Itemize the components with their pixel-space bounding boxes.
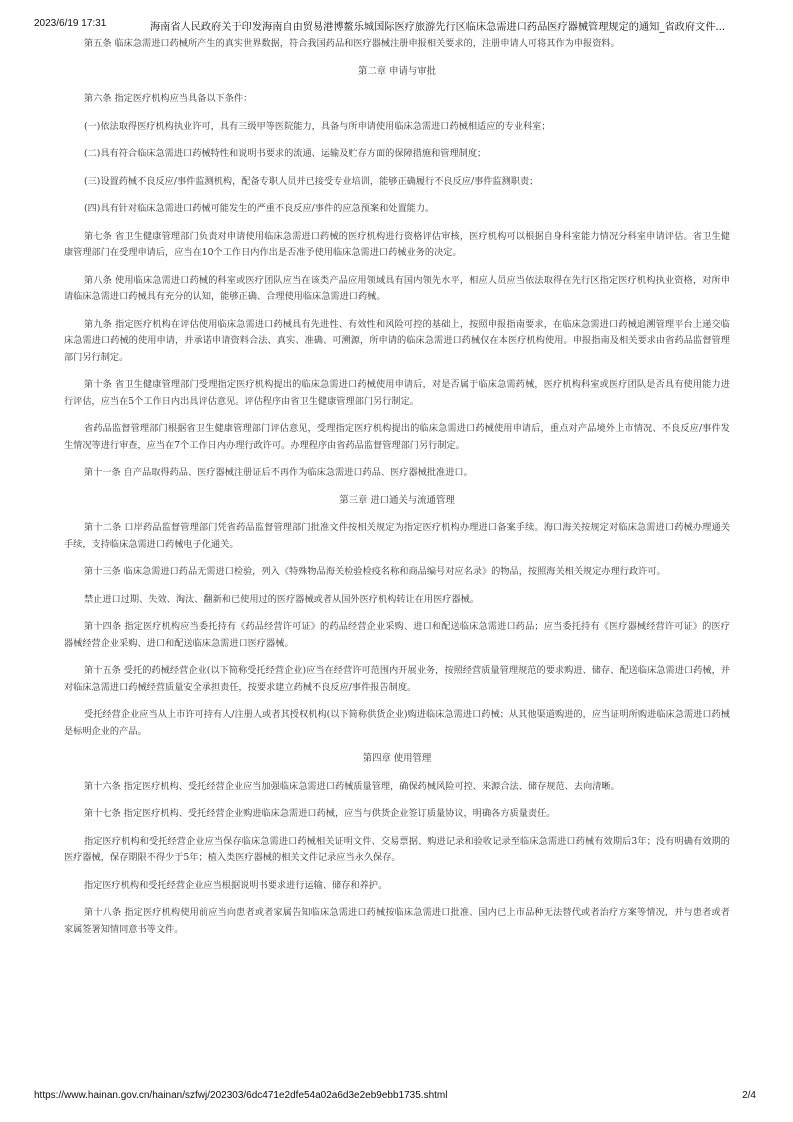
article-17: 第十七条 指定医疗机构、受托经营企业购进临床急需进口药械，应当与供货企业签订质量协议，明确各方质量责任。 (84, 808, 556, 819)
article-10-paragraph-2: 省药品监督管理部门根据省卫生健康管理部门评估意见，受理指定医疗机构提出的临床急需进口药械使用申请后，重点对产品境外上市情况、不良反应/事件发生情况等进行审查，应当在7个工作日内办理行政许可。办理程序由省药品监督管理部门另行制定。 (64, 423, 730, 451)
page-title: 海南省人民政府关于印发海南自由贸易港博鳌乐城国际医疗旅游先行区临床急需进口药品医疗器械管理规定的通知_省政府文件... (150, 22, 726, 33)
chapter-4-heading: 第四章 使用管理 (362, 753, 432, 764)
document-body (64, 36, 730, 1070)
article-13: 第十三条 临床急需进口药品无需进口检验，列入《特殊物品海关检验检疫名称和商品编号对应名录》的物品，按照海关相关规定办理行政许可。 (84, 566, 666, 577)
article-13-paragraph-2: 禁止进口过期、失效、淘汰、翻新和已使用过的医疗器械或者从国外医疗机构转让在用医疗器械。 (84, 593, 480, 605)
article-15: 第十五条 受托的药械经营企业(以下简称受托经营企业)应当在经营许可范围内开展业务，按照经营质量管理规范的要求购进、储存、配送临床急需进口药械，并对临床急需进口药械经营质量安全承担责任，按要求建立药械不良反应/事件报告制度。 (64, 665, 730, 693)
article-14: 第十四条 指定医疗机构应当委托持有《药品经营许可证》的药品经营企业采购、进口和配送临床急需进口药品；应当委托持有《医疗器械经营许可证》的医疗器械经营企业采购、进口和配送临床急需进口医疗器械。 (64, 621, 730, 649)
article-7: 第七条 省卫生健康管理部门负责对申请使用临床急需进口药械的医疗机构进行资格评估审核，医疗机构可以根据自身科室能力情况分科室申请评估。省卫生健康管理部门在受理申请后，应当在10个工作日内作出是否准予使用临床急需进口药械业务的决定。 (64, 230, 730, 258)
article-12: 第十二条 口岸药品监督管理部门凭省药品监督管理部门批准文件按相关规定为指定医疗机构办理进口备案手续。海口海关按规定对临床急需进口药械办理通关手续，支持临床急需进口药械电子化通关。 (64, 522, 730, 550)
article-18: 第十八条 指定医疗机构使用前应当向患者或者家属告知临床急需进口药械按临床急需进口批准、国内已上市品种无法替代或者治疗方案等情况，并与患者或者家属签署知情同意书等文件。 (64, 907, 730, 935)
article-17-paragraph-2: 指定医疗机构和受托经营企业应当保存临床急需进口药械相关证明文件、交易票据、购进记录和验收记录至临床急需进口药械有效期后3年；没有明确有效期的医疗器械，保存期限不得少于5年；植入类医疗器械的相关文件记录应当永久保存。 (64, 835, 730, 863)
article-11: 第十一条 自产品取得药品、医疗器械注册证后不再作为临床急需进口药品、医疗器械批准进口。 (84, 467, 473, 478)
article-6-item-3: (三)设置药械不良反应/事件监测机构，配备专职人员并已接受专业培训，能够正确履行不良反应/事件监测职责； (84, 175, 539, 187)
article-5: 第五条 临床急需进口药械所产生的真实世界数据，符合我国药品和医疗器械注册申报相关要求的，注册申请人可将其作为申报资料。 (84, 38, 620, 49)
page-url: https://www.hainan.gov.cn/hainan/szfwj/202303/6dc471e2dfe54a02a6d3e2eb9ebb1735.shtml (34, 1090, 448, 1101)
article-6-item-2: (二)具有符合临床急需进口药械特性和说明书要求的流通、运输及贮存方面的保障措施和管理制度； (84, 148, 487, 159)
print-header (0, 0, 793, 36)
article-17-paragraph-3: 指定医疗机构和受托经营企业应当根据说明书要求进行运输、储存和养护。 (84, 879, 388, 891)
article-15-paragraph-2: 受托经营企业应当从上市许可持有人/注册人或者其授权机构(以下简称供货企业)购进临床急需进口药械；从其他渠道购进的，应当证明所购进临床急需进口药械是标明企业的产品。 (64, 709, 730, 737)
article-6-item-4: (四)具有针对临床急需进口药械可能发生的严重不良反应/事件的应急预案和处置能力。 (84, 203, 435, 214)
article-16: 第十六条 指定医疗机构、受托经营企业应当加强临床急需进口药械质量管理，确保药械风险可控、来源合法、储存规范、去向清晰。 (84, 780, 620, 792)
article-6-item-1: (一)依法取得医疗机构执业许可，具有三级甲等医院能力，具备与所申请使用临床急需进口药械相适应的专业科室； (84, 120, 551, 132)
print-footer (0, 1086, 793, 1106)
article-9: 第九条 指定医疗机构在评估使用临床急需进口药械具有先进性、有效性和风险可控的基础上，按照申报指南要求，在临床急需进口药械追溯管理平台上递交临床急需进口药械的使用申请，并承诺申请资料合法、真实、准确、可溯源，所申请的临床急需进口药械仅在本医疗机构使用。申报指南及相关要求由省药品监督管理部门另行制定。 (64, 318, 730, 363)
print-date: 2023/6/19 17:31 (34, 18, 107, 29)
page-number: 2/4 (742, 1090, 756, 1101)
article-10: 第十条 省卫生健康管理部门受理指定医疗机构提出的临床急需进口药械使用申请后，对是否属于临床急需药械，医疗机构科室或医疗团队是否具有使用能力进行评估，应当在5个工作日内出具评估意见。评估程序由省卫生健康管理部门另行制定。 (64, 379, 730, 407)
chapter-2-heading: 第二章 申请与审批 (358, 65, 436, 77)
article-8: 第八条 使用临床急需进口药械的科室或医疗团队应当在该类产品应用领域具有国内领先水平，相应人员应当依法取得在先行区指定医疗机构执业资格，对所申请临床急需进口药械具有充分的认知，能够正确、合理使用临床急需进口药械。 (64, 274, 730, 302)
chapter-3-heading: 第三章 进口通关与流通管理 (339, 494, 455, 506)
article-6: 第六条 指定医疗机构应当具备以下条件： (84, 93, 253, 104)
